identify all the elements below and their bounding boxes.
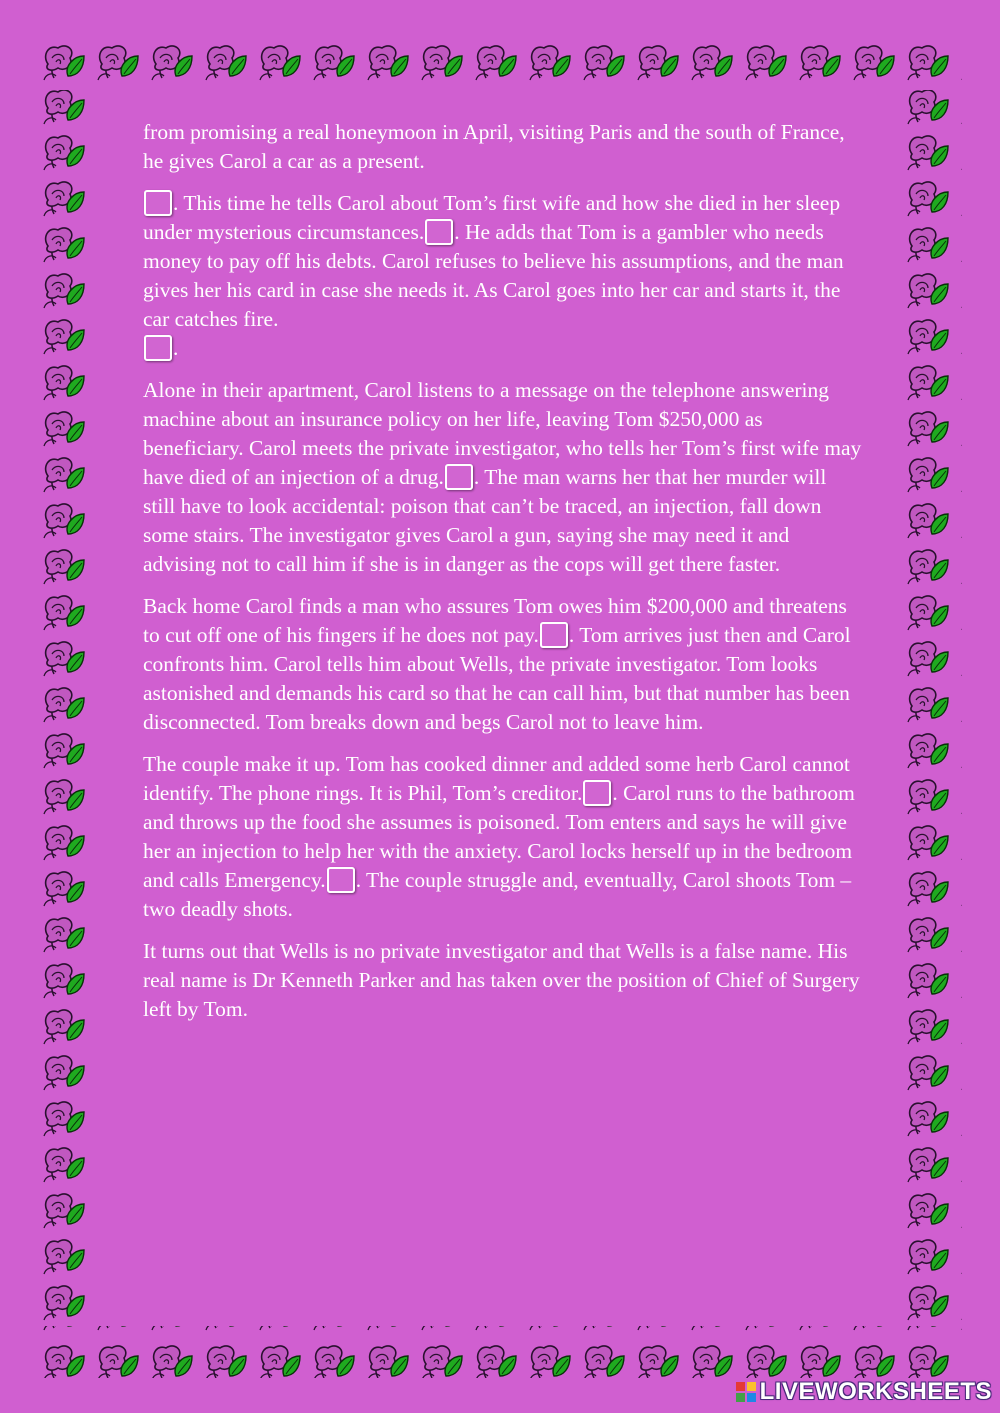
paragraph-1: from promising a real honeymoon in April, visiting Paris and the south of France, he gives Carol a car as a present.: [143, 120, 845, 173]
answer-box-6[interactable]: [583, 780, 611, 806]
paragraph-3: Alone in their apartment, Carol listens to a message on the telephone answering machine about an insurance policy on her life, leaving Tom $250,000 as beneficiary. Carol meets the private investigator, who tells her Tom’s first wife may have died of an injection of a drug. . The man warns her that her murder will still have to look accidental: poison that can’t be traced, an injection, fall down some stairs. The investigator gives Carol a gun, saying she may need it and advising not to call him if she is in danger as the cops will get there faster.: [143, 378, 862, 576]
paragraph-2: . This time he tells Carol about Tom’s first wife and how she died in her sleep under mysterious circumstances. . He adds that Tom is a gambler who needs money to pay off his debts. Carol refuses to believe his assumptions, and the man gives her his card in case she needs it. As Carol goes into her car and starts it, the car catches fire. .: [143, 191, 844, 360]
answer-box-4[interactable]: [445, 464, 473, 490]
answer-box-3[interactable]: [144, 335, 172, 361]
answer-box-7[interactable]: [327, 867, 355, 893]
story-text: [143, 118, 863, 1037]
brand-name: LIVEWORKSHEETS: [759, 1378, 992, 1405]
paragraph-5: The couple make it up. Tom has cooked dinner and added some herb Carol cannot identify. The phone rings. It is Phil, Tom’s creditor. . Carol runs to the bathroom and throws up the food she assumes is poisoned. Tom enters and says he will give her an injection to help her with the anxiety. Carol locks herself up in the bedroom and calls Emergency. . The couple struggle and, eventually, Carol shoots Tom – two deadly shots.: [143, 752, 855, 921]
answer-box-1[interactable]: [144, 190, 172, 216]
liveworksheets-brand: [735, 1378, 992, 1406]
liveworksheets-logo-icon: [735, 1381, 757, 1403]
paragraph-6: It turns out that Wells is no private investigator and that Wells is a false name. His real name is Dr Kenneth Parker and has taken over the position of Chief of Surgery left by Tom.: [143, 939, 860, 1021]
paragraph-4: Back home Carol finds a man who assures Tom owes him $200,000 and threatens to cut off one of his fingers if he does not pay. . Tom arrives just then and Carol confronts him. Carol tells him about Wells, the private investigator. Tom looks astonished and demands his card so that he can call him, but that number has been disconnected. Tom breaks down and begs Carol not to leave him.: [143, 594, 851, 734]
answer-box-5[interactable]: [540, 622, 568, 648]
answer-box-2[interactable]: [425, 219, 453, 245]
